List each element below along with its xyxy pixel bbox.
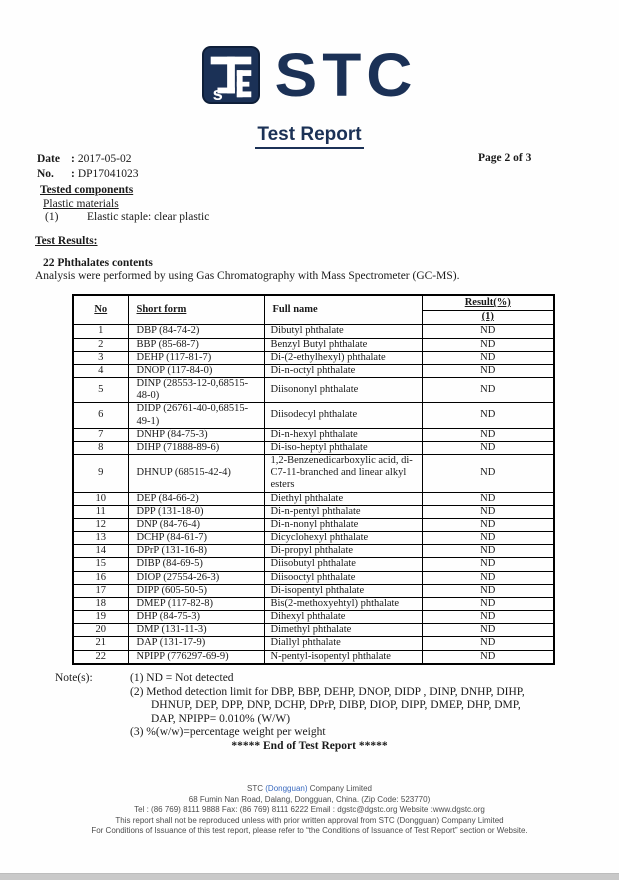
footer-contact: Tel : (86 769) 8111 9888 Fax: (86 769) 8111 6222 Email : dgstc@dgstc.org Website :www.dgstc.org: [134, 805, 485, 814]
component-text: Elastic staple: clear plastic: [87, 211, 210, 223]
cell-full-name: Dicyclohexyl phthalate: [264, 532, 422, 545]
test-results-heading: Test Results:: [35, 235, 98, 247]
cell-short-form: DNHP (84-75-3): [128, 428, 264, 441]
cell-no: 9: [73, 455, 128, 493]
header-result: Result(%) (1): [422, 295, 554, 325]
cell-result: ND: [422, 441, 554, 454]
cell-no: 5: [73, 378, 128, 403]
cell-short-form: DIHP (71888-89-6): [128, 441, 264, 454]
footer: [0, 784, 619, 837]
table-row: [73, 558, 554, 571]
notes-label: Note(s):: [55, 672, 93, 684]
cell-result: ND: [422, 571, 554, 584]
component-index: (1): [45, 211, 59, 223]
cell-short-form: DIPP (605-50-5): [128, 584, 264, 597]
footer-notice-1: This report shall not be reproduced unless with prior written approval from STC (Dongguan) Company Limited: [115, 815, 504, 825]
cell-full-name: Di-iso-heptyl phthalate: [264, 441, 422, 454]
cell-result: ND: [422, 611, 554, 624]
logo-wordmark: STC: [274, 40, 418, 110]
cell-no: 6: [73, 403, 128, 428]
table-row: [73, 545, 554, 558]
note-item: (1) ND = Not detected: [130, 672, 234, 684]
cell-short-form: DBP (84-74-2): [128, 325, 264, 338]
cell-no: 7: [73, 428, 128, 441]
cell-full-name: Dibutyl phthalate: [264, 325, 422, 338]
tested-component-item: [45, 211, 209, 225]
cell-short-form: DCHP (84-61-7): [128, 532, 264, 545]
tested-components-heading: Tested components: [40, 184, 134, 196]
cell-no: 11: [73, 505, 128, 518]
phthalates-table-body: [73, 325, 554, 664]
footer-notice-2: For Conditions of Issuance of this test report, please refer to “the Conditions of Issuance of Test Report” section or Website.: [91, 826, 528, 835]
cell-result: ND: [422, 532, 554, 545]
cell-no: 21: [73, 637, 128, 650]
table-row: [73, 364, 554, 377]
cell-full-name: Diisooctyl phthalate: [264, 571, 422, 584]
table-row: [73, 611, 554, 624]
cell-short-form: DNOP (117-84-0): [128, 364, 264, 377]
cell-full-name: Diethyl phthalate: [264, 492, 422, 505]
table-row: [73, 505, 554, 518]
cell-full-name: Dimethyl phthalate: [264, 624, 422, 637]
cell-no: 16: [73, 571, 128, 584]
cell-no: 1: [73, 325, 128, 338]
cell-short-form: DHNUP (68515-42-4): [128, 455, 264, 493]
cell-result: ND: [422, 597, 554, 610]
cell-short-form: DIDP (26761-40-0,68515-49-1): [128, 403, 264, 428]
footer-address: 68 Fumin Nan Road, Dalang, Dongguan, China. (Zip Code: 523770): [188, 794, 431, 804]
cell-full-name: Di-n-hexyl phthalate: [264, 428, 422, 441]
cell-result: ND: [422, 403, 554, 428]
end-of-report-line: ***** End of Test Report *****: [231, 740, 388, 752]
date-label: Date: [37, 153, 60, 165]
table-row: [73, 351, 554, 364]
table-row: [73, 637, 554, 650]
table-row: [73, 518, 554, 531]
header-no: No: [73, 295, 128, 325]
table-row: [73, 325, 554, 338]
cell-result: ND: [422, 378, 554, 403]
note-item: (2) Method detection limit for DBP, BBP, DEHP, DNOP, DIDP , DINP, DNHP, DIHP, DHNUP, DEP, DPP, DNP, DCHP, DPrP, DIBP, DIOP, DIPP, DMEP, DHP, DMP, DAP, NPIPP= 0.010% (W/W): [130, 685, 525, 725]
table-row: [73, 597, 554, 610]
cell-short-form: DIOP (27554-26-3): [128, 571, 264, 584]
footer-company-blue: (Dongguan): [265, 784, 308, 793]
cell-full-name: Dihexyl phthalate: [264, 611, 422, 624]
cell-result: ND: [422, 558, 554, 571]
table-row: [73, 338, 554, 351]
cell-no: 10: [73, 492, 128, 505]
cell-full-name: N-pentyl-isopentyl phthalate: [264, 650, 422, 664]
cell-no: 8: [73, 441, 128, 454]
phthalates-section-title: 22 Phthalates contents: [43, 257, 153, 269]
cell-result: ND: [422, 505, 554, 518]
date-value: 2017-05-02: [77, 153, 132, 165]
report-number: No. : DP17041023: [37, 168, 139, 180]
cell-result: ND: [422, 364, 554, 377]
cell-short-form: DNP (84-76-4): [128, 518, 264, 531]
cell-full-name: Bis(2-methoxyehtyl) phthalate: [264, 597, 422, 610]
cell-no: 3: [73, 351, 128, 364]
header-full-name: Full name: [264, 295, 422, 325]
table-row: [73, 378, 554, 403]
notes-section: [55, 672, 542, 740]
cell-short-form: DMP (131-11-3): [128, 624, 264, 637]
cell-result: ND: [422, 624, 554, 637]
logo: [0, 40, 619, 110]
table-row: [73, 428, 554, 441]
cell-no: 14: [73, 545, 128, 558]
cell-result: ND: [422, 650, 554, 664]
report-date: Date : 2017-05-02: [37, 153, 132, 165]
table-row: [73, 492, 554, 505]
cell-full-name: Benzyl Butyl phthalate: [264, 338, 422, 351]
cell-result: ND: [422, 455, 554, 493]
cell-full-name: Di-n-pentyl phthalate: [264, 505, 422, 518]
cell-full-name: 1,2-Benzenedicarboxylic acid, di-C7-11-branched and linear alkyl esters: [264, 455, 422, 493]
stc-monogram-icon: [202, 46, 260, 104]
cell-full-name: Diisodecyl phthalate: [264, 403, 422, 428]
table-row: [73, 650, 554, 664]
tested-components-section: [40, 184, 209, 225]
cell-short-form: DAP (131-17-9): [128, 637, 264, 650]
cell-short-form: DHP (84-75-3): [128, 611, 264, 624]
cell-short-form: DEHP (117-81-7): [128, 351, 264, 364]
cell-result: ND: [422, 428, 554, 441]
table-row: [73, 455, 554, 493]
page-number: Page 2 of 3: [478, 152, 532, 164]
cell-result: ND: [422, 351, 554, 364]
cell-no: 19: [73, 611, 128, 624]
cell-short-form: DEP (84-66-2): [128, 492, 264, 505]
method-description: Analysis were performed by using Gas Chromatography with Mass Spectrometer (GC-MS).: [35, 270, 460, 282]
cell-no: 18: [73, 597, 128, 610]
report-meta: [37, 152, 139, 182]
cell-no: 17: [73, 584, 128, 597]
cell-result: ND: [422, 492, 554, 505]
phthalates-table: [72, 294, 555, 665]
cell-no: 22: [73, 650, 128, 664]
cell-short-form: DPrP (131-16-8): [128, 545, 264, 558]
cell-full-name: Di-n-nonyl phthalate: [264, 518, 422, 531]
cell-short-form: DPP (131-18-0): [128, 505, 264, 518]
table-row: [73, 584, 554, 597]
note-item: (3) %(w/w)=percentage weight per weight: [130, 726, 326, 738]
cell-result: ND: [422, 338, 554, 351]
table-row: [73, 403, 554, 428]
cell-short-form: DINP (28553-12-0,68515-48-0): [128, 378, 264, 403]
cell-result: ND: [422, 325, 554, 338]
cell-result: ND: [422, 518, 554, 531]
table-row: [73, 441, 554, 454]
page-title: Test Report: [255, 124, 363, 149]
cell-short-form: DIBP (84-69-5): [128, 558, 264, 571]
cell-full-name: Di-isopentyl phthalate: [264, 584, 422, 597]
table-header-row: [73, 295, 554, 325]
cell-result: ND: [422, 637, 554, 650]
table-row: [73, 532, 554, 545]
cell-full-name: Diisononyl phthalate: [264, 378, 422, 403]
cell-full-name: Di-(2-ethylhexyl) phthalate: [264, 351, 422, 364]
cell-full-name: Diisobutyl phthalate: [264, 558, 422, 571]
cell-short-form: DMEP (117-82-8): [128, 597, 264, 610]
cell-no: 2: [73, 338, 128, 351]
cell-result: ND: [422, 545, 554, 558]
cell-short-form: NPIPP (776297-69-9): [128, 650, 264, 664]
cell-short-form: BBP (85-68-7): [128, 338, 264, 351]
no-value: DP17041023: [77, 168, 139, 180]
svg-text:s: s: [212, 83, 223, 104]
tested-components-subheading: Plastic materials: [43, 197, 119, 210]
cell-no: 15: [73, 558, 128, 571]
cell-no: 20: [73, 624, 128, 637]
cell-full-name: Di-propyl phthalate: [264, 545, 422, 558]
notes-items: [130, 672, 542, 740]
table-row: [73, 624, 554, 637]
cell-no: 4: [73, 364, 128, 377]
footer-company-line: STC (Dongguan) Company Limited: [247, 784, 372, 793]
cell-full-name: Diallyl phthalate: [264, 637, 422, 650]
table-row: [73, 571, 554, 584]
no-label: No.: [37, 168, 54, 180]
cell-result: ND: [422, 584, 554, 597]
cell-no: 13: [73, 532, 128, 545]
scan-edge-strip: [0, 873, 619, 880]
cell-no: 12: [73, 518, 128, 531]
cell-full-name: Di-n-octyl phthalate: [264, 364, 422, 377]
header-short-form: Short form: [128, 295, 264, 325]
